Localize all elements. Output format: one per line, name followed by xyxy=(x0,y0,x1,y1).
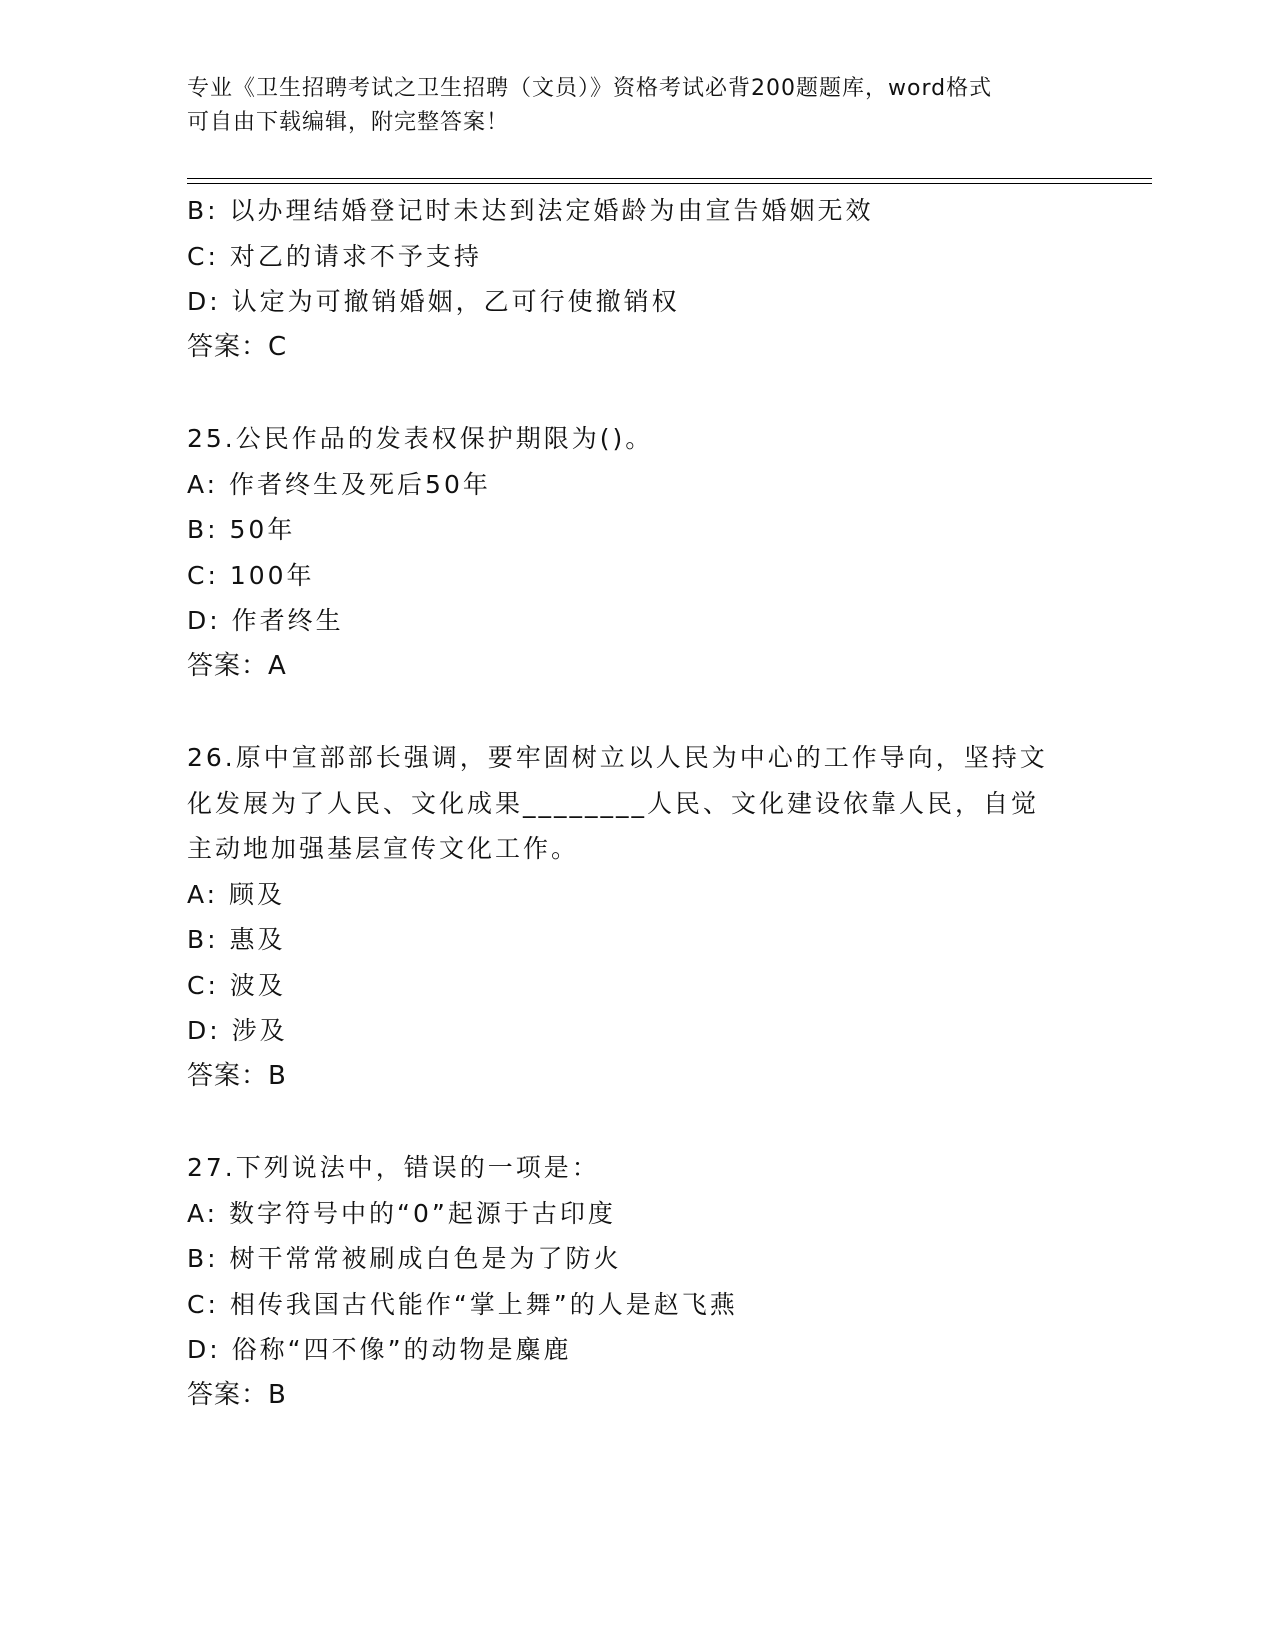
question-27-option-b: B: 树干常常被刷成白色是为了防火 xyxy=(187,1244,622,1273)
question-26-answer: 答案：B xyxy=(187,1060,287,1091)
header-title-line-1: 专业《卫生招聘考试之卫生招聘（文员）》资格考试必背200题题库，word格式 xyxy=(187,76,993,101)
question-25 xyxy=(187,416,1087,689)
question-27-stem: 27.下列说法中，错误的一项是： xyxy=(187,1153,600,1182)
question-27-answer: 答案：B xyxy=(187,1379,287,1410)
header-divider-bottom xyxy=(187,183,1152,184)
question-26-option-b: B: 惠及 xyxy=(187,925,286,954)
question-25-stem: 25.公民作品的发表权保护期限为()。 xyxy=(187,424,654,453)
question-24-continued xyxy=(187,188,1087,370)
question-25-option-d: D: 作者终生 xyxy=(187,606,344,635)
question-26-stem-line-3: 主动地加强基层宣传文化工作。 xyxy=(187,834,580,863)
question-25-option-a: A: 作者终生及死后50年 xyxy=(187,469,491,499)
question-26 xyxy=(187,735,1087,1099)
question-26-option-d: D: 涉及 xyxy=(187,1016,288,1045)
question-25-option-b: B: 50年 xyxy=(187,515,296,544)
question-24-option-d: D: 认定为可撤销婚姻，乙可行使撤销权 xyxy=(187,287,680,316)
question-27 xyxy=(187,1145,1087,1418)
question-24-answer: 答案：C xyxy=(187,331,288,362)
spacer xyxy=(187,689,1087,735)
spacer xyxy=(187,370,1087,416)
header-title-line-2: 可自由下载编辑，附完整答案！ xyxy=(187,110,510,135)
question-26-stem-line-1: 26.原中宣部部长强调，要牢固树立以人民为中心的工作导向，坚持文 xyxy=(187,743,1048,772)
question-27-option-d: D: 俗称“四不像”的动物是麋鹿 xyxy=(187,1335,572,1364)
question-25-answer: 答案：A xyxy=(187,650,287,681)
question-27-option-c: C: 相传我国古代能作“掌上舞”的人是赵飞燕 xyxy=(187,1289,738,1319)
spacer xyxy=(187,1099,1087,1145)
question-26-option-a: A: 顾及 xyxy=(187,879,286,909)
question-24-option-b: B: 以办理结婚登记时未达到法定婚龄为由宣告婚姻无效 xyxy=(187,196,874,225)
question-27-option-a: A: 数字符号中的“0”起源于古印度 xyxy=(187,1198,616,1228)
question-24-option-c: C: 对乙的请求不予支持 xyxy=(187,241,482,271)
question-26-stem-line-2: 化发展为了人民、文化成果________人民、文化建设依靠人民，自觉 xyxy=(187,788,1040,818)
header-divider-top xyxy=(187,178,1152,179)
question-list xyxy=(187,188,1087,1418)
question-26-option-c: C: 波及 xyxy=(187,970,286,1000)
question-25-option-c: C: 100年 xyxy=(187,560,315,590)
document-header xyxy=(187,72,1087,140)
